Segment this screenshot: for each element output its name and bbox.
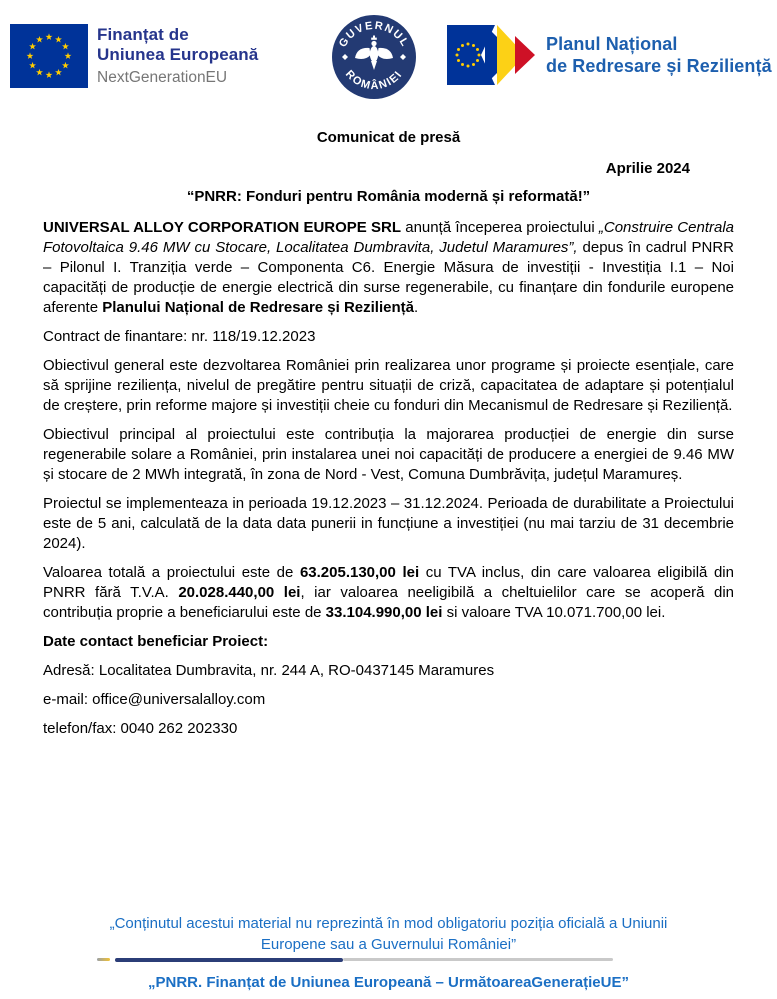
document-date: Aprilie 2024 (605, 160, 690, 177)
eu-flag-icon (10, 24, 88, 88)
footer-tagline: „PNRR. Finanțat de Uniunea Europeană – UrmătoareaGenerațieUE” (148, 974, 629, 991)
paragraph-project-announcement: UNIVERSAL ALLOY CORPORATION EUROPE SRL anunță începerea proiectului „Construire Centrala Fotovoltaica 9.46 MW cu Stocare, Localitatea Dumbravita, Judetul Maramures”, depus în cadrul PNRR – Pilonul I. Tranziția verde – Componenta C6. Energie Măsura de investiții - Investiția I.1 – Noi capacități de producție de energie electrică din surse regenerabile, cu finanțare din fondurile europene aferente Planului Național de Redresare și Reziliență. (43, 219, 735, 316)
pnrr-flag-arrows-icon (447, 22, 542, 88)
footer-disclaimer: „Conținutul acestui material nu reprezintă în mod obligatoriu poziția oficială a Uniunii Europene sau a Guvernului României” (109, 915, 668, 953)
footer-divider (97, 957, 613, 962)
contact-address: Adresă: Localitatea Dumbravita, nr. 244 A, RO-0437145 Maramures (43, 662, 495, 679)
eu-logo-line2: Uniunea Europeană (97, 45, 259, 64)
paragraphs (43, 218, 734, 739)
paragraph-general-objective: Obiectivul general este dezvoltarea României prin realizarea unor programe și proiecte esențiale, care să sprijine reziliența, nivelul de pregătire pentru situații de criză, capacitatea de adaptare și potențialul de creștere, prin reforme majore și investiții cheie cu fonduri din Mecanismul de Redresare și Reziliență. (43, 357, 734, 414)
divider-navy-segment (115, 958, 343, 962)
pnrr-logo-line1: Planul Național (546, 34, 678, 54)
paragraph-contract-number: Contract de finantare: nr. 118/19.12.2023 (43, 328, 316, 345)
eu-funding-logo (10, 24, 258, 88)
divider-yellow-segment (97, 958, 110, 961)
gov-romania-seal (331, 14, 417, 105)
contact-phone: telefon/fax: 0040 262 202330 (43, 720, 238, 737)
gov-romania-seal-icon (331, 14, 417, 100)
gov-seal-top-text: GUVERNUL (336, 19, 412, 50)
eu-logo-line3: NextGenerationEU (97, 69, 228, 86)
eu-logo-line1: Finanțat de (97, 25, 189, 44)
header-logos (0, 0, 777, 112)
page-title: Comunicat de presă (316, 129, 461, 146)
paragraph-project-value: Valoarea totală a proiectului este de 63.205.130,00 lei cu TVA inclus, din care valoarea eligibilă din PNRR fără T.V.A. 20.028.440,00 lei, iar valoarea neeligibilă a cheltuielilor care se acoperă din contribuția proprie a beneficiarului este de 33.104.990,00 lei si valoare TVA 10.071.700,00 lei. (43, 564, 734, 621)
paragraph-implementation-period: Proiectul se implementeaza in perioada 19.12.2023 – 31.12.2024. Perioada de durabilitate a Proiectului este de 5 ani, calculată de la data data punerii in funcțiune a investiției (nu mai tarziu de 31 decembrie 2024). (43, 495, 734, 552)
contact-heading: Date contact beneficiar Proiect: (43, 633, 269, 650)
document-body (43, 112, 734, 748)
gov-seal-bottom-text: ROMÂNIEI (342, 68, 406, 93)
divider-gray-segment (343, 958, 613, 961)
document-subtitle: “PNRR: Fonduri pentru România modernă și reformată!” (186, 188, 591, 205)
paragraph-main-objective: Obiectivul principal al proiectului este contribuția la majorarea producției de energie din surse regenerabile solare a României, prin instalarea unei noi capacități de producere a energiei de 9.46 MW și stocare de 2 MWh integrată, în zona de Nord - Vest, Comuna Dumbrăvița, județul Maramureș. (43, 426, 734, 483)
pnrr-logo-line2: de Redresare și Reziliență (546, 56, 772, 76)
contact-email: e-mail: office@universalalloy.com (43, 691, 266, 708)
pnrr-logo (447, 22, 772, 88)
